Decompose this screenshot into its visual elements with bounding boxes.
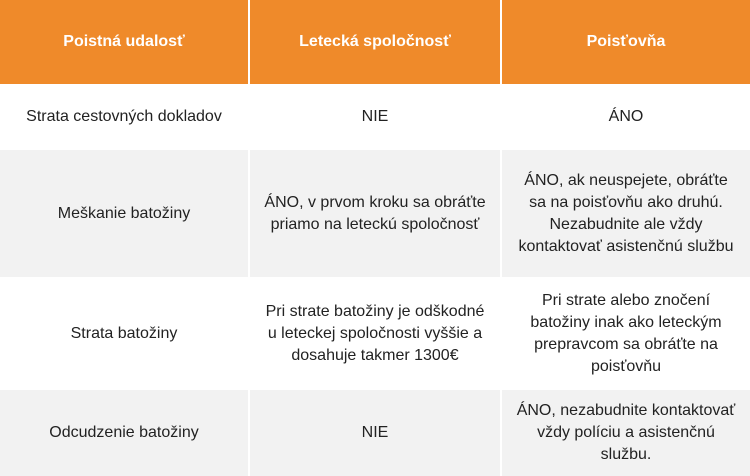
cell-airline: NIE	[248, 86, 500, 148]
table-header-row	[0, 0, 750, 86]
cell-insurer: ÁNO	[500, 86, 750, 148]
cell-airline: NIE	[248, 390, 500, 476]
table-row	[0, 279, 750, 390]
table-row	[0, 390, 750, 476]
cell-event: Strata batožiny	[0, 279, 248, 388]
cell-insurer: ÁNO, nezabudnite kontaktovať vždy políciu a asistenčnú službu.	[500, 390, 750, 476]
table-row	[0, 86, 750, 150]
header-insured-event: Poistná udalosť	[0, 0, 248, 84]
header-airline: Letecká spoločnosť	[248, 0, 500, 84]
cell-airline: Pri strate batožiny je odškodné u leteckej spoločnosti vyššie a dosahuje takmer 1300€	[248, 279, 500, 388]
cell-event: Meškanie batožiny	[0, 150, 248, 277]
cell-insurer: Pri strate alebo znočení batožiny inak ako leteckým prepravcom sa obráťte na poisťovňu	[500, 279, 750, 388]
cell-airline: ÁNO, v prvom kroku sa obráťte priamo na leteckú spoločnosť	[248, 150, 500, 277]
header-insurer: Poisťovňa	[500, 0, 750, 84]
table-row	[0, 150, 750, 279]
cell-event: Strata cestovných dokladov	[0, 86, 248, 148]
cell-event: Odcudzenie batožiny	[0, 390, 248, 476]
cell-insurer: ÁNO, ak neuspejete, obráťte sa na poisťovňu ako druhú. Nezabudnite ale vždy kontaktovať asistenčnú službu	[500, 150, 750, 277]
